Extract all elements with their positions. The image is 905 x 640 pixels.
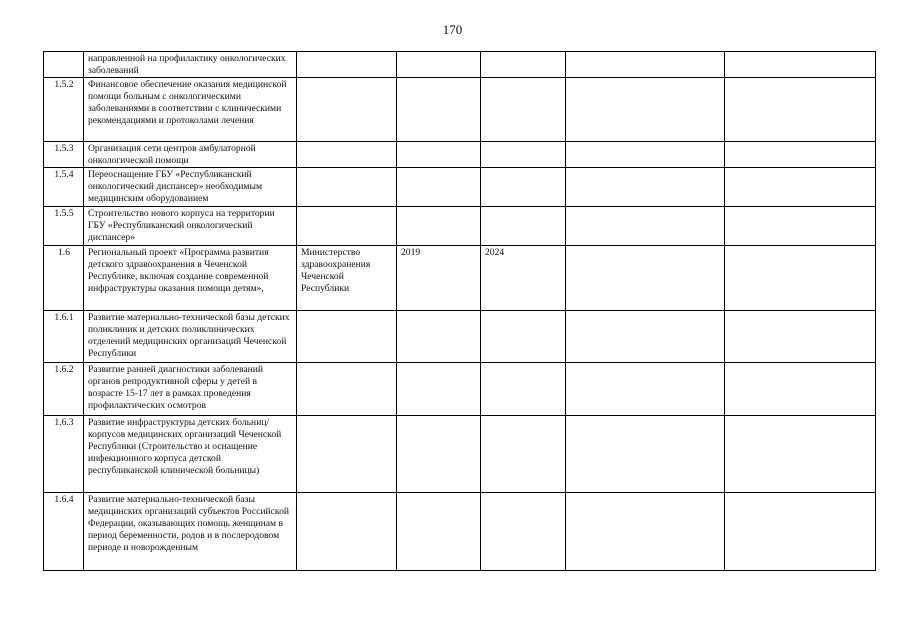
- executor-cell: Министерство здравоохранения Чеченской Республики: [297, 246, 397, 311]
- table-row: [44, 142, 876, 168]
- event-name: Строительство нового корпуса на территории ГБУ «Республиканский онкологический диспансер»: [84, 207, 297, 246]
- executor-cell: [297, 416, 397, 493]
- event-name: Развитие материально-технической базы медицинских организаций субъектов Российской Федерации, оказывающих помощь женщинам в период беременности, родов и в послеродовом периоде и новорожденным: [84, 493, 297, 571]
- page-number: 170: [442, 22, 463, 37]
- indicator-cell: [725, 493, 876, 571]
- event-name: Финансовое обеспечение оказания медицинской помощи больным с онкологическими заболеваниями в соответствии с клиническими рекомендациями и протоколами лечения: [84, 78, 297, 142]
- table-row: [44, 78, 876, 142]
- result-cell: [566, 142, 725, 168]
- start-year-cell: [397, 416, 481, 493]
- indicator-cell: [725, 207, 876, 246]
- row-number: 1.6.1: [44, 311, 84, 363]
- result-cell: [566, 207, 725, 246]
- event-name: Переоснащение ГБУ «Республиканский онкологический диспансер» необходимым медицинским оборудованием: [84, 168, 297, 207]
- start-year-cell: [397, 78, 481, 142]
- executor-cell: [297, 311, 397, 363]
- table-row: [44, 52, 876, 78]
- result-cell: [566, 363, 725, 416]
- end-year-cell: [481, 416, 566, 493]
- indicator-cell: [725, 363, 876, 416]
- result-cell: [566, 311, 725, 363]
- table-row: [44, 363, 876, 416]
- end-year-cell: [481, 52, 566, 78]
- executor-cell: [297, 363, 397, 416]
- result-cell: [566, 52, 725, 78]
- start-year-cell: [397, 168, 481, 207]
- executor-cell: [297, 493, 397, 571]
- event-name: направленной на профилактику онкологических заболеваний: [84, 52, 297, 78]
- end-year-cell: [481, 78, 566, 142]
- row-number: 1.5.5: [44, 207, 84, 246]
- indicator-cell: [725, 168, 876, 207]
- event-name: Региональный проект «Программа развития детского здравоохранения в Чеченской Республике, включая создание современной инфраструктуры оказания помощи детям»,: [84, 246, 297, 311]
- start-year-cell: [397, 207, 481, 246]
- end-year-cell: 2024: [481, 246, 566, 311]
- result-cell: [566, 78, 725, 142]
- row-number: 1.6.3: [44, 416, 84, 493]
- event-name: Развитие ранней диагностики заболеваний органов репродуктивной сферы у детей в возрасте 15-17 лет в рамках проведения профилактических осмотров: [84, 363, 297, 416]
- executor-cell: [297, 168, 397, 207]
- table-row: [44, 311, 876, 363]
- start-year-cell: [397, 142, 481, 168]
- table-row: [44, 493, 876, 571]
- executor-cell: [297, 78, 397, 142]
- table-row: [44, 207, 876, 246]
- executor-cell: [297, 52, 397, 78]
- indicator-cell: [725, 52, 876, 78]
- result-cell: [566, 168, 725, 207]
- indicator-cell: [725, 78, 876, 142]
- start-year-cell: [397, 52, 481, 78]
- indicator-cell: [725, 311, 876, 363]
- row-number: 1.6.4: [44, 493, 84, 571]
- table-row: [44, 246, 876, 311]
- row-number: 1.5.3: [44, 142, 84, 168]
- event-name: Развитие материально-технической базы детских поликлиник и детских поликлинических отделений медицинских организаций Чеченской Республики: [84, 311, 297, 363]
- start-year-cell: [397, 311, 481, 363]
- event-name: Организация сети центров амбулаторной онкологической помощи: [84, 142, 297, 168]
- event-name: Развитие инфраструктуры детских больниц/корпусов медицинских организаций Чеченской Республики (Строительство и оснащение инфекционного корпуса детской республиканской клинической больницы): [84, 416, 297, 493]
- result-cell: [566, 416, 725, 493]
- program-table: [43, 51, 876, 571]
- table-row: [44, 416, 876, 493]
- end-year-cell: [481, 142, 566, 168]
- row-number: 1.6: [44, 246, 84, 311]
- result-cell: [566, 493, 725, 571]
- row-number: 1.5.4: [44, 168, 84, 207]
- executor-cell: [297, 142, 397, 168]
- end-year-cell: [481, 207, 566, 246]
- table-row: [44, 168, 876, 207]
- end-year-cell: [481, 311, 566, 363]
- indicator-cell: [725, 142, 876, 168]
- end-year-cell: [481, 168, 566, 207]
- start-year-cell: [397, 493, 481, 571]
- row-number: 1.6.2: [44, 363, 84, 416]
- end-year-cell: [481, 493, 566, 571]
- row-number: [44, 52, 84, 78]
- indicator-cell: [725, 246, 876, 311]
- start-year-cell: 2019: [397, 246, 481, 311]
- executor-cell: [297, 207, 397, 246]
- result-cell: [566, 246, 725, 311]
- start-year-cell: [397, 363, 481, 416]
- end-year-cell: [481, 363, 566, 416]
- row-number: 1.5.2: [44, 78, 84, 142]
- indicator-cell: [725, 416, 876, 493]
